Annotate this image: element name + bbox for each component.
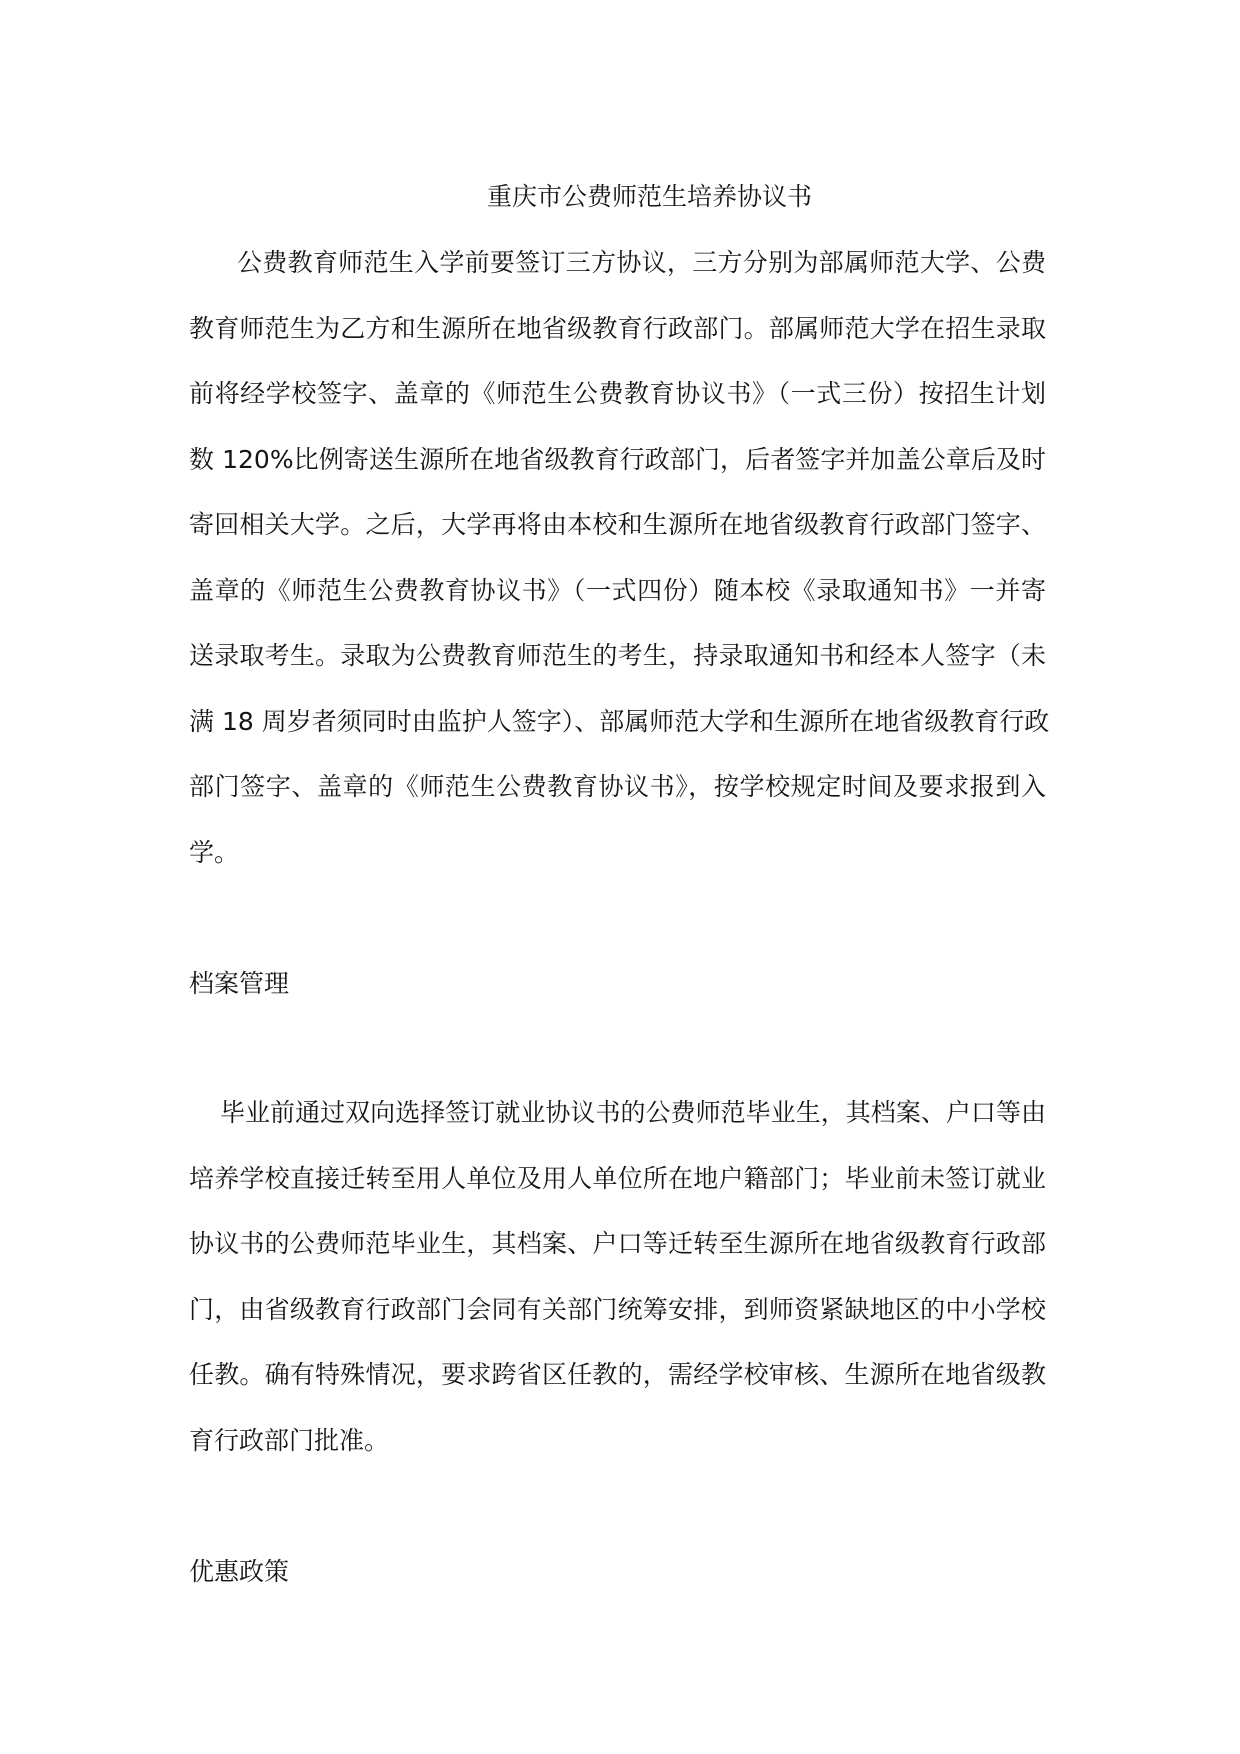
paragraph-line: 数 120%比例寄送生源所在地省级教育行政部门，后者签字并加盖公章后及时: [189, 444, 1046, 474]
paragraph-line: 满 18 周岁者须同时由监护人签字）、部属师范大学和生源所在地省级教育行政: [189, 706, 1050, 736]
paragraph-line: 任教。确有特殊情况，要求跨省区任教的，需经学校审核、生源所在地省级教: [189, 1360, 1046, 1389]
paragraph-archive-management: [189, 1080, 1061, 1473]
paragraph-line: 门，由省级教育行政部门会同有关部门统筹安排，到师资紧缺地区的中小学校: [189, 1294, 1046, 1324]
paragraph-line: 公费教育师范生入学前要签订三方协议，三方分别为部属师范大学、公费: [237, 248, 1046, 277]
section-heading-archive-management: 档案管理: [189, 969, 290, 998]
paragraph-line: 教育师范生为乙方和生源所在地省级教育行政部门。部属师范大学在招生录取: [189, 313, 1046, 343]
paragraph-line: 协议书的公费师范毕业生，其档案、户口等迁转至生源所在地省级教育行政部: [189, 1229, 1046, 1258]
paragraph-line: 毕业前通过双向选择签订就业协议书的公费师范毕业生，其档案、户口等由: [220, 1098, 1046, 1127]
paragraph-enrollment-agreement: [189, 230, 1061, 885]
section-heading-preferential-policies: 优惠政策: [189, 1557, 290, 1586]
paragraph-line: 培养学校直接迁转至用人单位及用人单位所在地户籍部门；毕业前未签订就业: [189, 1163, 1046, 1193]
paragraph-line: 学。: [189, 837, 240, 867]
paragraph-line: 盖章的《师范生公费教育协议书》（一式四份）随本校《录取通知书》一并寄: [189, 575, 1046, 605]
paragraph-line: 寄回相关大学。之后，大学再将由本校和生源所在地省级教育行政部门签字、: [189, 510, 1046, 539]
paragraph-line: 育行政部门批准。: [189, 1425, 390, 1455]
document-title: 重庆市公费师范生培养协议书: [487, 182, 813, 211]
paragraph-line: 前将经学校签字、盖章的《师范生公费教育协议书》（一式三份）按招生计划: [189, 379, 1046, 408]
paragraph-line: 送录取考生。录取为公费教育师范生的考生，持录取通知书和经本人签字（未: [189, 641, 1046, 670]
paragraph-line: 部门签字、盖章的《师范生公费教育协议书》，按学校规定时间及要求报到入: [189, 772, 1046, 801]
